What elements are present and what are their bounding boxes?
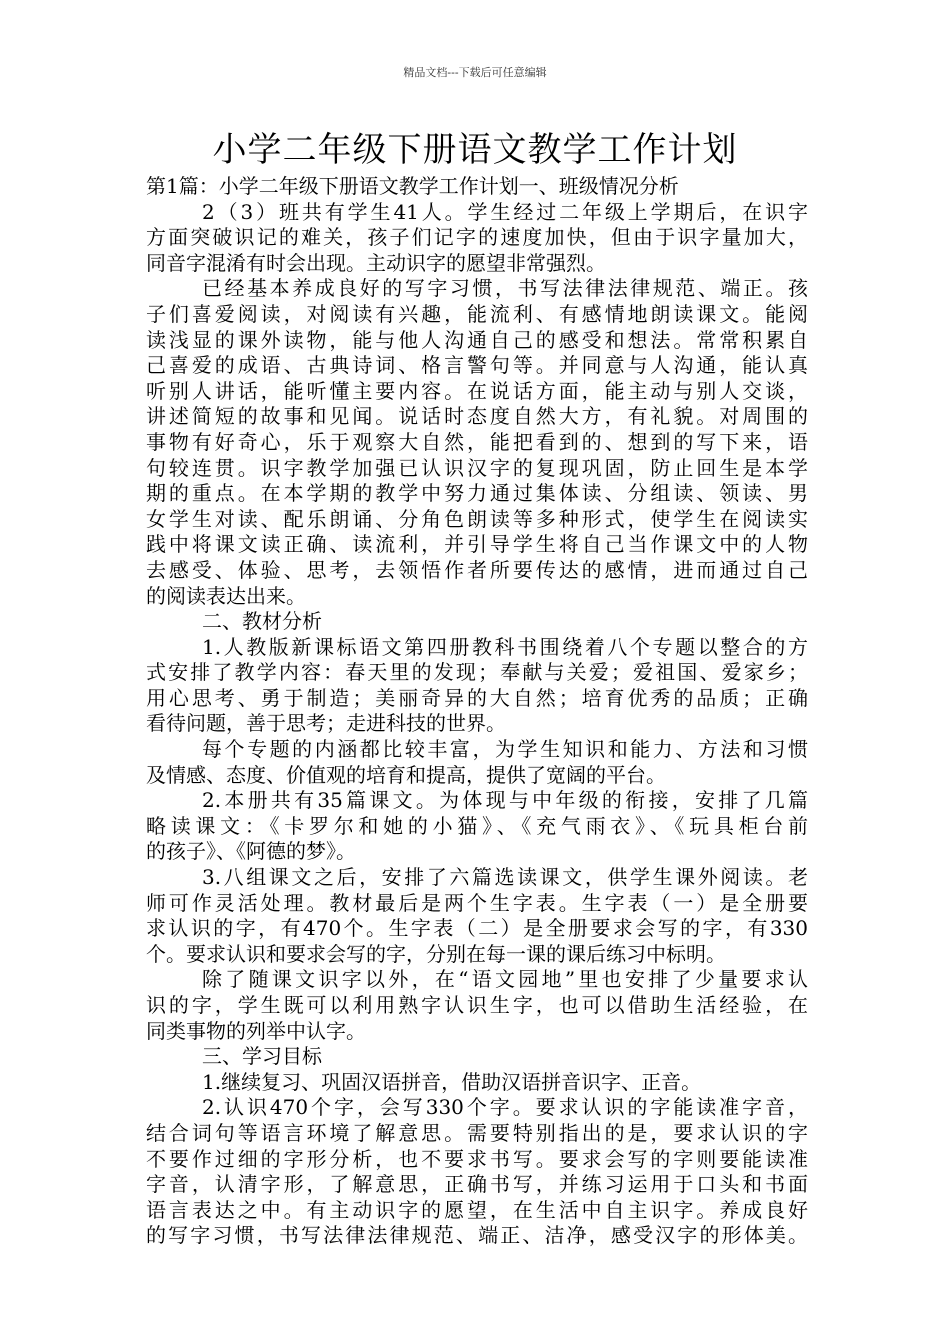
text-line: 看待问题，善于思考；走进科技的世界。 [146,711,506,736]
text-line: 女学生对读、配乐朗诵、分角色朗读等多种形式，使学生在阅读实 [146,506,808,531]
text-line: 同类事物的列举中认字。 [146,1018,366,1043]
body-text [146,174,808,1249]
text-line: 师可作灵活处理。教材最后是两个生字表。生字表（一）是全册要 [146,890,808,915]
text-line: 句较连贯。识字教学加强已认识汉字的复现巩固，防止回生是本学 [146,455,808,480]
text-line: 读浅显的课外读物，能与他人沟通自己的感受和想法。常常积累自 [146,327,808,352]
text-line: 听别人讲话，能听懂主要内容。在说话方面，能主动与别人交谈， [146,378,808,403]
text-line: 已经基本养成良好的写字习惯，书写法律法律规范、端正。孩 [202,276,808,301]
text-line: 个。要求认识和要求会写的字，分别在每一课的课后练习中标明。 [146,941,726,966]
text-line: 第1篇：小学二年级下册语文教学工作计划一、班级情况分析 [146,174,679,198]
text-line: 二、教材分析 [202,609,322,634]
header-note: 精品文档---下载后可任意编辑 [403,66,547,79]
text-line: 每个专题的内涵都比较丰富，为学生知识和能力、方法和习惯 [202,737,808,762]
text-line: 去感受、体验、思考，去领悟作者所要传达的感情，进而通过自己 [146,557,808,582]
text-line: 期的重点。在本学期的教学中努力通过集体读、分组读、领读、男 [146,481,808,506]
text-line: 同音字混淆有时会出现。主动识字的愿望非常强烈。 [146,250,606,275]
text-line: 2.本册共有35篇课文。为体现与中年级的衔接，安排了几篇 [202,788,808,813]
text-line: 式安排了教学内容：春天里的发现；奉献与关爱；爱祖国、爱家乡； [146,660,808,685]
text-line: 的写字习惯，书写法律法律规范、端正、洁净，感受汉字的形体美。 [146,1223,808,1248]
text-line: 方面突破识记的难关，孩子们记字的速度加快，但由于识字量加大， [146,225,808,250]
text-line: 1.继续复习、巩固汉语拼音，借助汉语拼音识字、正音。 [202,1069,702,1094]
text-line: 语言表达之中。有主动识字的愿望，在生活中自主识字。养成良好 [146,1197,808,1222]
text-line: 1.人教版新课标语文第四册教科书围绕着八个专题以整合的方 [202,634,808,659]
text-line: 子们喜爱阅读，对阅读有兴趣，能流利、有感情地朗读课文。能阅 [146,301,808,326]
text-line: 略读课文：《卡罗尔和她的小猫》、《充气雨衣》、《玩具柜台前 [146,813,808,838]
text-line: 践中将课文读正确、读流利，并引导学生将自己当作课文中的人物 [146,532,808,557]
text-line: 三、学习目标 [202,1044,322,1069]
text-line: 的阅读表达出来。 [146,583,306,608]
text-line: 不要作过细的字形分析，也不要求书写。要求会写的字则要能读准 [146,1146,808,1171]
text-line: 识的字，学生既可以利用熟字认识生字，也可以借助生活经验，在 [146,993,808,1017]
text-line: 求认识的字，有470个。生字表（二）是全册要求会写的字，有330 [146,916,808,941]
text-line: 除了随课文识字以外，在“语文园地”里也安排了少量要求认 [202,967,808,992]
text-line: 3.八组课文之后，安排了六篇选读课文，供学生课外阅读。老 [202,865,808,890]
text-line: 事物有好奇心，乐于观察大自然，能把看到的、想到的写下来，语 [146,429,808,454]
text-line: 己喜爱的成语、古典诗词、格言警句等。并同意与人沟通，能认真 [146,353,808,378]
text-line: 字音，认清字形，了解意思，正确书写，并练习运用于口头和书面 [146,1172,808,1197]
text-line: 用心思考、勇于制造；美丽奇异的大自然；培育优秀的品质；正确 [146,685,808,710]
document-title: 小学二年级下册语文教学工作计划 [212,130,738,170]
text-line: 的孩子》、《阿德的梦》。 [146,839,356,864]
text-line: 及情感、态度、价值观的培育和提高，提供了宽阔的平台。 [146,762,666,787]
text-line: 2.认识470个字，会写330个字。要求认识的字能读准字音， [202,1095,808,1120]
text-line: 2（3）班共有学生41人。学生经过二年级上学期后，在识字 [202,199,808,224]
text-line: 结合词句等语言环境了解意思。需要特别指出的是，要求认识的字 [146,1120,808,1145]
text-line: 讲述简短的故事和见闻。说话时态度自然大方，有礼貌。对周围的 [146,404,808,429]
